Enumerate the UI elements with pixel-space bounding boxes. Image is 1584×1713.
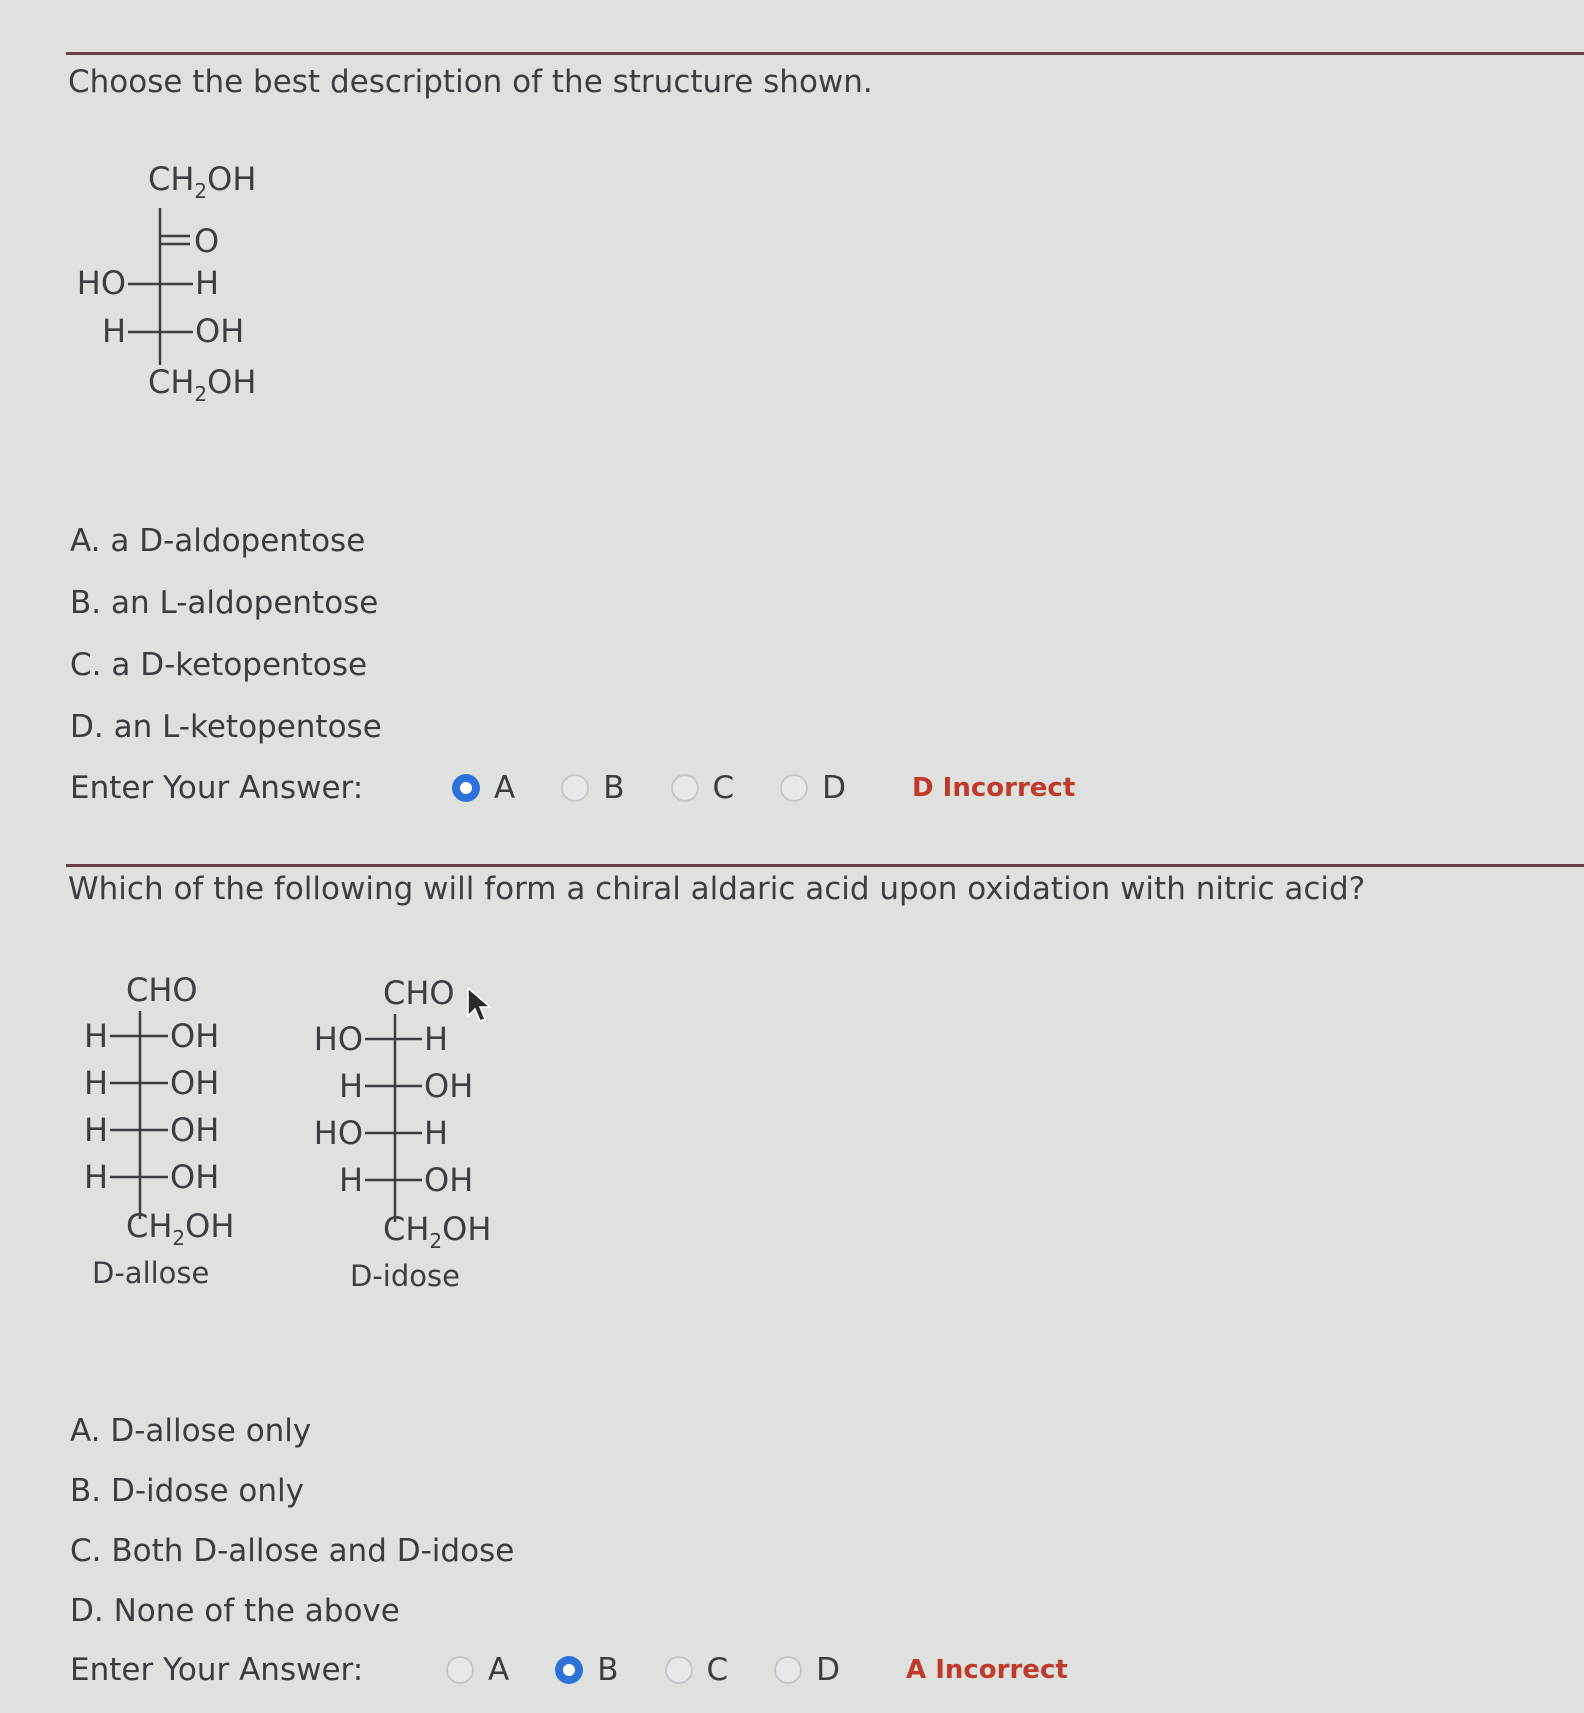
radio-option-c[interactable]: [665, 1652, 729, 1688]
top-group: $CH_2OH$: [148, 160, 257, 203]
choice-a: A. D-allose only: [70, 1413, 312, 1449]
option-label: A: [488, 1652, 510, 1688]
option-label: B: [597, 1652, 619, 1688]
option-label: A: [494, 770, 516, 806]
bottom-group: $CH_2OH$: [126, 1207, 235, 1250]
top-group: CHO: [126, 971, 198, 1009]
right-substituent: OH: [170, 1111, 220, 1149]
right-substituent: OH: [424, 1161, 474, 1199]
left-substituent: H: [83, 1158, 108, 1196]
radio-option-d[interactable]: [774, 1652, 840, 1688]
choice-d: D. an L-ketopentose: [70, 709, 382, 745]
status-feedback: A Incorrect: [906, 1655, 1068, 1685]
carbonyl-oxygen: O: [194, 222, 220, 260]
left-substituent: HO: [76, 264, 126, 302]
option-label: C: [706, 1652, 729, 1688]
radio-button[interactable]: [452, 774, 480, 802]
question-1-prompt: Choose the best description of the structure shown.: [68, 64, 873, 100]
radio-button[interactable]: [446, 1656, 474, 1684]
radio-button[interactable]: [671, 774, 699, 802]
structure-name: D-allose: [92, 1256, 210, 1290]
choice-c: C. Both D-allose and D-idose: [70, 1533, 515, 1569]
option-label: C: [712, 770, 735, 806]
status-feedback: D Incorrect: [912, 773, 1076, 803]
radio-option-c[interactable]: [671, 770, 735, 806]
right-substituent: OH: [170, 1064, 220, 1102]
radio-button[interactable]: [774, 1656, 802, 1684]
left-substituent: H: [83, 1017, 108, 1055]
choice-b: B. D-idose only: [70, 1473, 304, 1509]
right-substituent: OH: [170, 1017, 220, 1055]
left-substituent: HO: [313, 1020, 363, 1058]
right-substituent: H: [424, 1020, 449, 1058]
right-substituent: H: [424, 1114, 449, 1152]
section-divider-2: [66, 864, 1584, 867]
section-divider-1: [66, 52, 1584, 55]
radio-option-a[interactable]: [446, 1652, 509, 1688]
fischer-projection-d-allose: [60, 965, 280, 1299]
structure-name: D-idose: [350, 1259, 460, 1293]
right-substituent: OH: [195, 312, 245, 350]
choice-c: C. a D-ketopentose: [70, 647, 368, 683]
left-substituent: H: [83, 1111, 108, 1149]
choice-b: B. an L-aldopentose: [70, 585, 379, 621]
right-substituent: OH: [170, 1158, 220, 1196]
left-substituent: H: [83, 1064, 108, 1102]
question-2-answer-row: [70, 1652, 1068, 1688]
radio-button[interactable]: [561, 774, 589, 802]
left-substituent: HO: [313, 1114, 363, 1152]
option-label: B: [603, 770, 625, 806]
right-substituent: OH: [424, 1067, 474, 1105]
bottom-group: $CH_2OH$: [383, 1210, 492, 1253]
option-label: D: [816, 1652, 841, 1688]
answer-label: Enter Your Answer:: [70, 770, 364, 806]
radio-button[interactable]: [555, 1656, 583, 1684]
choice-d: D. None of the above: [70, 1593, 400, 1629]
left-substituent: H: [101, 312, 126, 350]
radio-option-b[interactable]: [561, 770, 624, 806]
radio-button[interactable]: [780, 774, 808, 802]
answer-label: Enter Your Answer:: [70, 1652, 364, 1688]
top-group: CHO: [383, 974, 455, 1012]
question-1-answer-row: [70, 770, 1075, 806]
option-label: D: [822, 770, 847, 806]
radio-option-b[interactable]: [555, 1652, 618, 1688]
question-2-prompt: Which of the following will form a chiral aldaric acid upon oxidation with nitric acid?: [68, 871, 1366, 907]
right-substituent: H: [195, 264, 220, 302]
fischer-projection-ketopentose: [60, 160, 300, 414]
mouse-cursor-icon: [466, 986, 496, 1026]
radio-button[interactable]: [665, 1656, 693, 1684]
question-2-choices: [70, 1411, 514, 1651]
choice-a: A. a D-aldopentose: [70, 523, 366, 559]
bottom-group: $CH_2OH$: [148, 363, 257, 406]
radio-option-d[interactable]: [780, 770, 846, 806]
left-substituent: H: [338, 1161, 363, 1199]
radio-option-a[interactable]: [452, 770, 515, 806]
left-substituent: H: [338, 1067, 363, 1105]
question-1-choices: [70, 521, 382, 769]
